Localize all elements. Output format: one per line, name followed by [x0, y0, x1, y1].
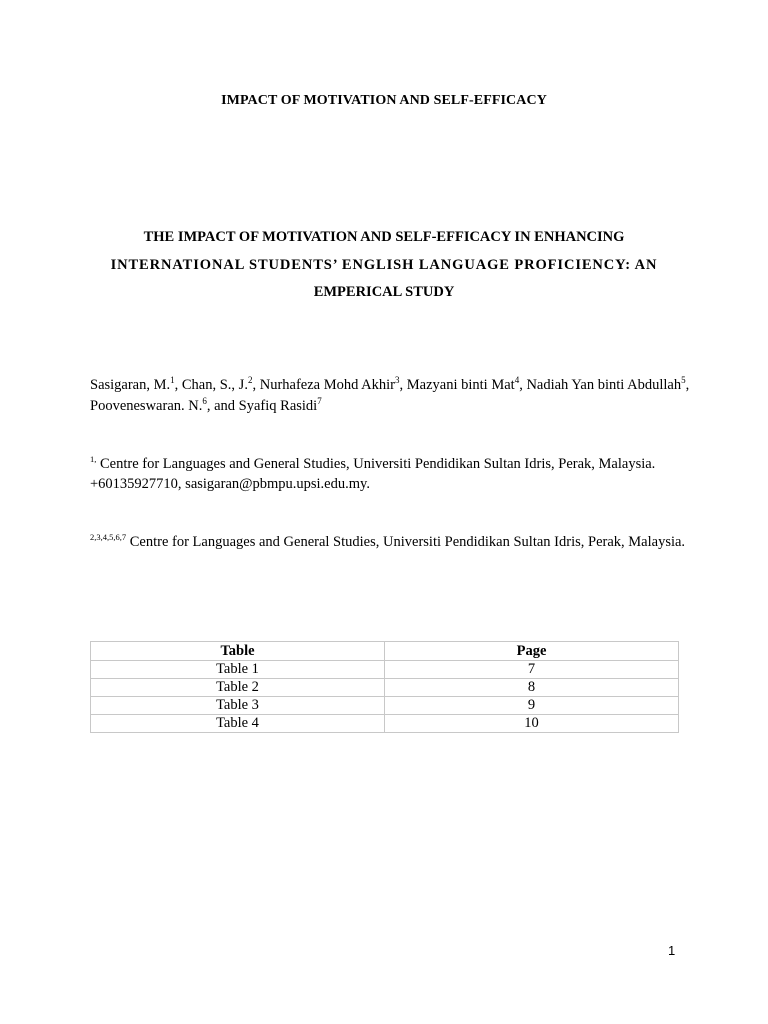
author-list [90, 375, 690, 417]
table-row [91, 697, 679, 715]
author-separator: , [252, 377, 260, 393]
author-name: Nadiah Yan binti Abdullah [526, 377, 682, 393]
title-line-1: THE IMPACT OF MOTIVATION AND SELF-EFFICACY IN ENHANCING [143, 229, 625, 245]
title-line-2: INTERNATIONAL STUDENTS’ ENGLISH LANGUAGE PROFICIENCY: AN [110, 256, 658, 273]
author-separator: , and [206, 398, 239, 414]
affiliation-text: Centre for Languages and General Studies, Universiti Pendidikan Sultan Idris, Perak, Malaysia. +60135927710, sasigaran@pbmpu.upsi.edu.my. [90, 456, 656, 492]
table-header-row [91, 642, 679, 661]
author-name: Pooveneswaran. N. [90, 398, 203, 414]
page-number: 1 [668, 943, 676, 958]
author-affiliation-marker: 3 [395, 375, 400, 386]
table-cell-name: Table 2 [91, 679, 385, 697]
author-affiliation-marker: 1 [170, 375, 175, 386]
table-cell-page: 9 [385, 697, 679, 715]
affiliation-marker: 2,3,4,5,6,7 [90, 532, 127, 543]
table-row [91, 715, 679, 733]
table-cell-name: Table 4 [91, 715, 385, 733]
author-separator: , [685, 377, 690, 393]
table-cell-name: Table 3 [91, 697, 385, 715]
author-name: Sasigaran, M. [90, 377, 171, 393]
paper-title [90, 224, 678, 307]
author-name: Syafiq Rasidi [238, 398, 318, 414]
table-row [91, 679, 679, 697]
author-affiliation-marker: 4 [514, 375, 520, 386]
table-cell-name: Table 1 [91, 661, 385, 679]
column-header-page: Page [385, 642, 679, 661]
column-header-table: Table [91, 642, 385, 661]
affiliation-1 [90, 454, 690, 494]
author-name: Nurhafeza Mohd Akhir [259, 377, 396, 393]
author-separator: , [519, 377, 527, 393]
author-affiliation-marker: 6 [202, 396, 207, 407]
affiliation-2 [90, 532, 690, 552]
author-separator: , [399, 377, 407, 393]
author-name: Chan, S., J. [181, 377, 248, 393]
author-affiliation-marker: 7 [317, 396, 322, 407]
table-cell-page: 8 [385, 679, 679, 697]
author-separator: , [174, 377, 182, 393]
title-line-3: EMPERICAL STUDY [313, 284, 455, 300]
table-cell-page: 10 [385, 715, 679, 733]
table-cell-page: 7 [385, 661, 679, 679]
affiliation-marker: 1, [90, 454, 97, 465]
table-list [90, 641, 679, 733]
author-name: Mazyani binti Mat [406, 377, 515, 393]
author-affiliation-marker: 5 [681, 375, 686, 386]
table-row [91, 661, 679, 679]
author-affiliation-marker: 2 [247, 375, 253, 386]
affiliation-text: Centre for Languages and General Studies, Universiti Pendidikan Sultan Idris, Perak, Malaysia. [126, 534, 686, 550]
running-head: IMPACT OF MOTIVATION AND SELF-EFFICACY [221, 93, 547, 108]
